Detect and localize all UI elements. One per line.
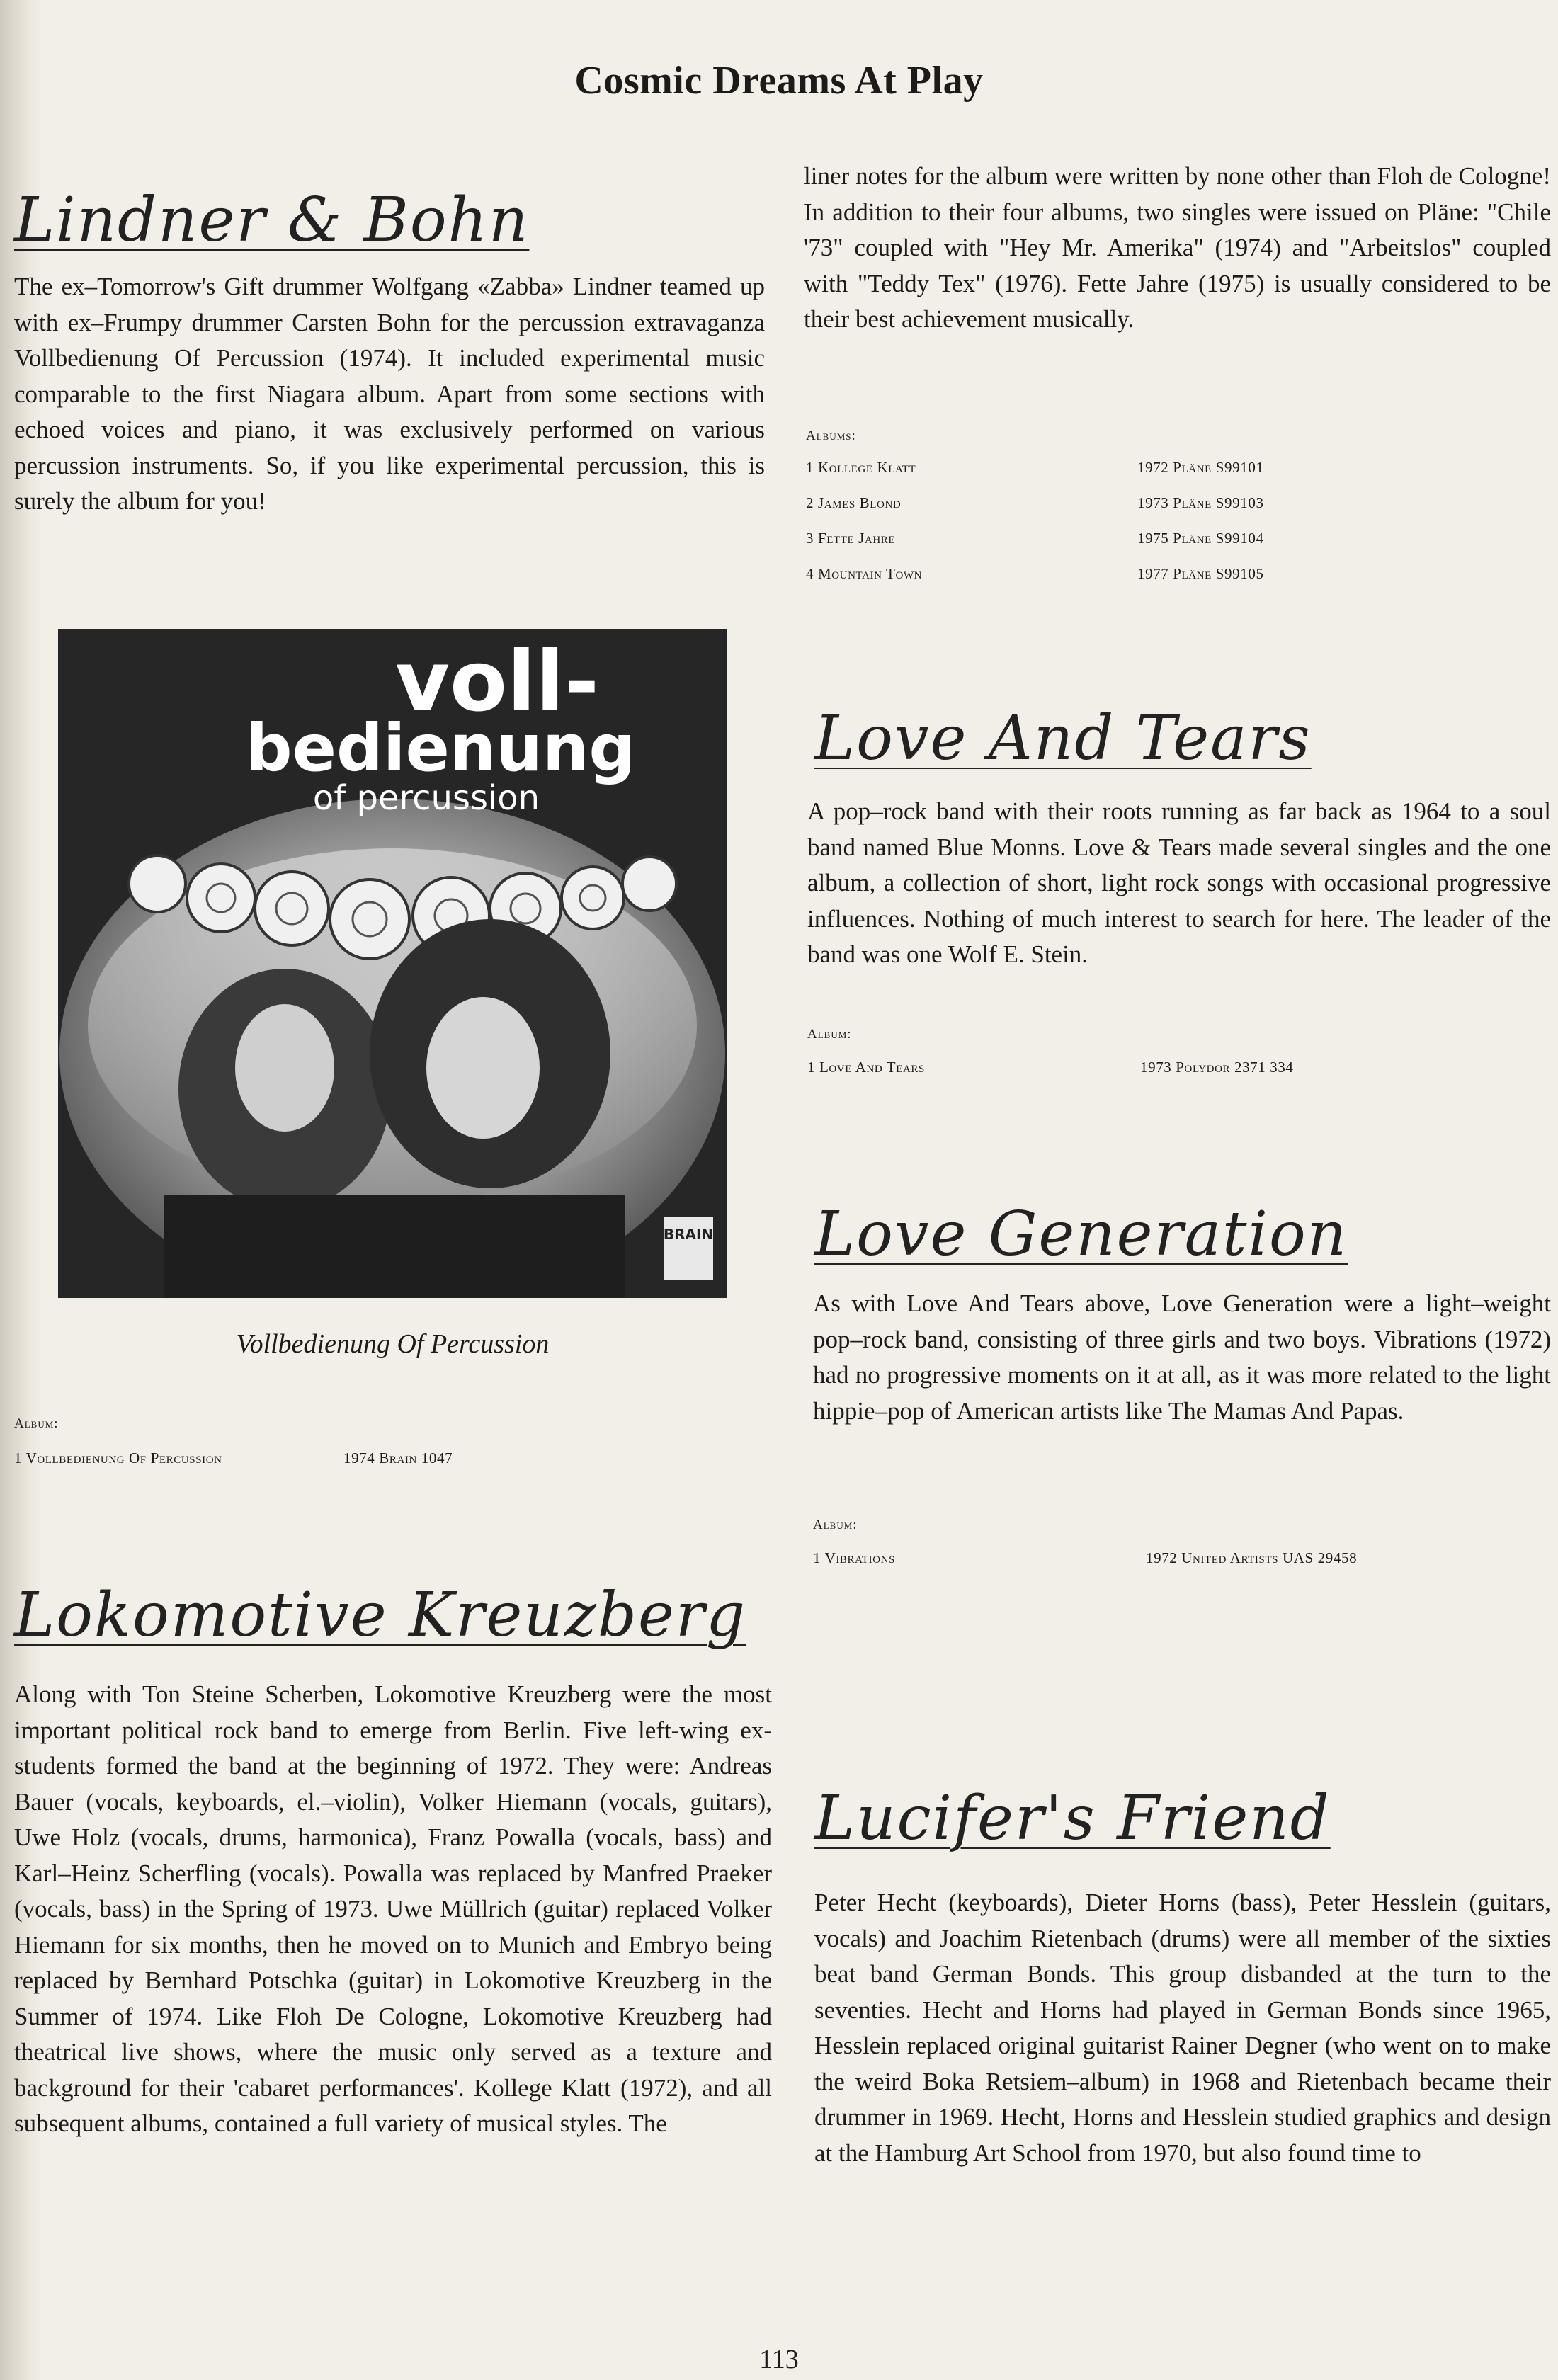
discography-info: 1975 Pläne S99104 [1137, 530, 1264, 547]
discography-row: 1 Vollbedienung Of Percussion [14, 1450, 222, 1467]
discography-info: 1973 Pläne S99103 [1137, 494, 1264, 511]
discography-label-love-generation: Album: [813, 1518, 858, 1532]
svg-text:BRAIN: BRAIN [663, 1226, 714, 1243]
discography-info: 1972 United Artists UAS 29458 [1146, 1549, 1358, 1566]
heading-love-and-tears: Love And Tears [814, 703, 1312, 774]
discography-label-love-and-tears: Album: [807, 1027, 852, 1042]
page-number: 113 [759, 2345, 799, 2374]
discography-lindner-bohn [14, 1450, 765, 1471]
cover-title-percussion: of percussion [312, 778, 540, 818]
lindner-bohn-text: The ex–Tomorrow's Gift drummer Wolfgang «Zabba» Lindner teamed up with ex–Frumpy drummer Carsten Bohn for the percussion extravaganza Vollbedienung Of Percussion (1974). It included experimental music comparable to the first Niagara album. Apart from some sections with echoed voices and piano, it was exclusively performed on various percussion instruments. So, if you like experimental percussion, this is surely the album for you! [14, 273, 765, 515]
lucifers-friend-text: Peter Hecht (keyboards), Dieter Horns (bass), Peter Hesslein (guitars, vocals) and Joachim Rietenbach (drums) were all member of the sixties beat band German Bonds. This group disbanded at the turn to the seventies. Hecht and Horns had played in German Bonds since 1965, Hesslein replaced original guitarist Rainer Degner (who went on to make the weird Boka Retsiem–album) in 1968 and Rietenbach became their drummer in 1969. Hecht, Horns and Hesslein studied graphics and design at the Hamburg Art School from 1970, but also found time to [814, 1889, 1551, 2167]
discography-love-generation [813, 1549, 1450, 1571]
discography-info: 1972 Pläne S99101 [1137, 459, 1264, 476]
love-generation-text: As with Love And Tears above, Love Generation were a light–weight pop–rock band, consisting of three girls and two boys. Vibrations (1972) had no progressive moments on it at all, as it was more related to the light hippie–pop of American artists like The Mamas And Papas. [813, 1289, 1551, 1425]
album-cover-vollbedienung [58, 629, 727, 1298]
discography-row: 1 Kollege Klatt [806, 459, 916, 476]
love-generation-paragraph [813, 1286, 1551, 1429]
discography-info: 1974 Brain 1047 [343, 1450, 453, 1467]
lokomotive-kreuzberg-continuation-text: liner notes for the album were written by none other than Floh de Cologne! In addition to their four albums, two singles were issued on Pläne: "Chile '73" coupled with "Hey Mr. Amerika" (1974) and "Arbeitslos" coupled with "Teddy Tex" (1976). Fette Jahre (1975) is usually considered to be their best achievement musically. [804, 162, 1551, 333]
lindner-bohn-paragraph [14, 269, 765, 520]
discography-row: 1 Vibrations [813, 1549, 896, 1566]
discography-info: 1977 Pläne S99105 [1137, 565, 1264, 582]
brain-label-logo [664, 1217, 713, 1280]
lokomotive-kreuzberg-paragraph [14, 1677, 772, 2142]
discography-row: 4 Mountain Town [806, 565, 923, 582]
heading-lucifers-friend: Lucifer's Friend [814, 1783, 1331, 1854]
discography-row: 1 Love And Tears [807, 1059, 925, 1076]
cover-title-bedienung: bedienung [245, 710, 636, 786]
love-and-tears-paragraph [807, 794, 1551, 973]
lokomotive-kreuzberg-continuation [804, 159, 1551, 338]
discography-row: 2 James Blond [806, 494, 902, 511]
discography-love-and-tears [807, 1059, 1445, 1080]
heading-lindner-bohn: Lindner & Bohn [14, 185, 530, 256]
cover-title-voll: voll- [395, 632, 599, 730]
running-title: Cosmic Dreams At Play [574, 59, 984, 103]
heading-love-generation: Love Generation [814, 1199, 1348, 1270]
love-and-tears-text: A pop–rock band with their roots running as far back as 1964 to a soul band named Blue Monns. Love & Tears made several singles and the one album, a collection of short, light rock songs with occasional progressive influences. Nothing of much interest to search for here. The leader of the band was one Wolf E. Stein. [807, 797, 1551, 968]
discography-label-lokomotive: Albums: [806, 428, 856, 443]
album-caption: Vollbedienung Of Percussion [236, 1329, 550, 1359]
lucifers-friend-paragraph [814, 1885, 1551, 2171]
discography-info: 1973 Polydor 2371 334 [1140, 1059, 1294, 1076]
discography-lokomotive [806, 459, 1443, 586]
lokomotive-kreuzberg-text: Along with Ton Steine Scherben, Lokomotive Kreuzberg were the most important political rock band to emerge from Berlin. Five left-wing ex-students formed the band at the beginning of 1972. They were: Andreas Bauer (vocals, keyboards, el.–violin), Volker Hiemann (vocals, guitars), Uwe Holz (vocals, drums, harmonica), Franz Powalla (vocals, bass) and Karl–Heinz Scherfling (vocals). Powalla was replaced by Manfred Praeker (vocals, bass) in the Spring of 1973. Uwe Müllrich (guitar) replaced Volker Hiemann for six months, then he moved on to Munich and Embryo being replaced by Bernhard Potschka (guitar) in Lokomotive Kreuzberg in the Summer of 1974. Like Floh De Cologne, Lokomotive Kreuzberg had theatrical live shows, where the music only served as a texture and background for their 'cabaret performances'. Kollege Klatt (1972), and all subsequent albums, contained a full variety of musical styles. The [14, 1680, 772, 2137]
discography-row: 3 Fette Jahre [806, 530, 896, 547]
discography-label-lindner-bohn: Album: [14, 1416, 59, 1431]
heading-lokomotive-kreuzberg: Lokomotive Kreuzberg [14, 1580, 747, 1651]
